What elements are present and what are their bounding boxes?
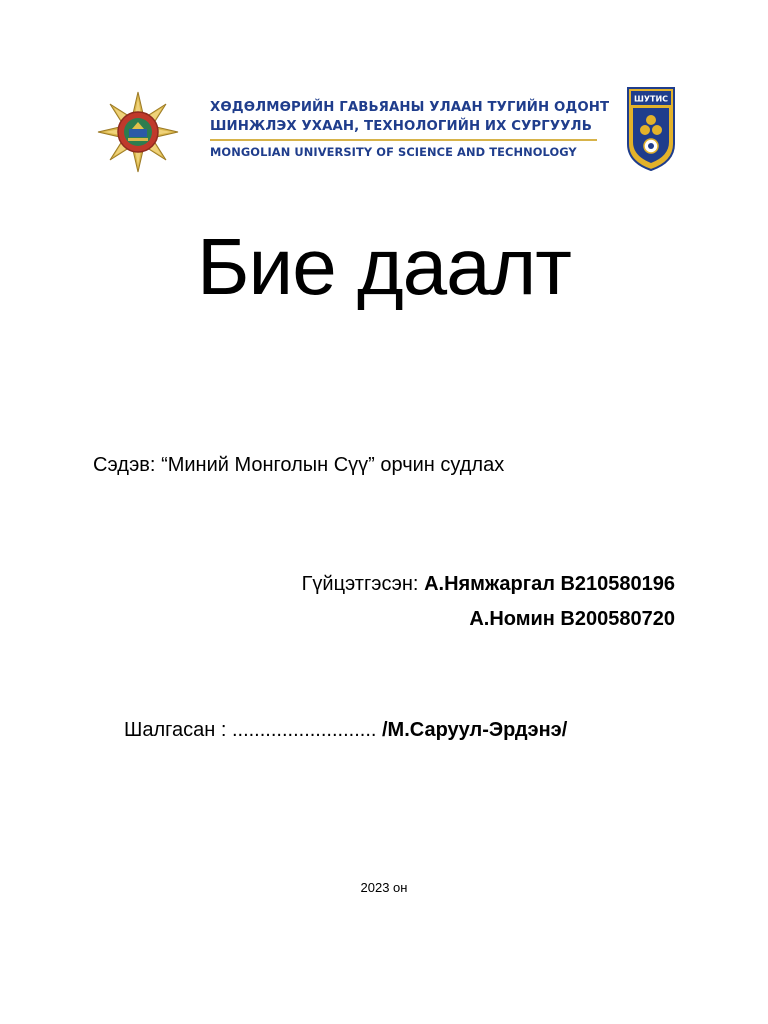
header-divider <box>210 139 597 141</box>
document-title: Бие даалт <box>197 222 571 311</box>
performed-by-line <box>302 572 675 596</box>
university-shield-icon <box>626 86 676 172</box>
university-name-en: MONGOLIAN UNIVERSITY OF SCIENCE AND TECHNOLOGY <box>210 145 577 159</box>
order-medal-icon <box>94 90 182 174</box>
student-1: А.Нямжаргал В210580196 <box>424 573 675 595</box>
performed-by-label: Гүйцэтгэсэн: <box>301 573 419 595</box>
institution-order-line: ХӨДӨЛМӨРИЙН ГАВЬЯАНЫ УЛААН ТУГИЙН ОДОНТ <box>210 100 610 115</box>
topic-label: Сэдэв: <box>93 454 156 476</box>
year-label: 2023 он <box>360 880 408 895</box>
topic-value: “Миний Монголын Сүү” орчин судлах <box>161 454 505 476</box>
checked-by-label: Шалгасан : <box>124 719 227 741</box>
checker-name: /М.Саруул-Эрдэнэ/ <box>382 719 568 741</box>
checked-by-line <box>124 718 567 742</box>
student-2: А.Номин В200580720 <box>469 608 675 630</box>
topic-line <box>93 453 504 477</box>
university-name-mn: ШИНЖЛЭХ УХААН, ТЕХНОЛОГИЙН ИХ СУРГУУЛЬ <box>210 119 592 134</box>
performed-by-line-2 <box>469 607 675 631</box>
signature-dots: .......................... <box>231 719 377 741</box>
shield-text: ШУТИС <box>633 94 669 104</box>
